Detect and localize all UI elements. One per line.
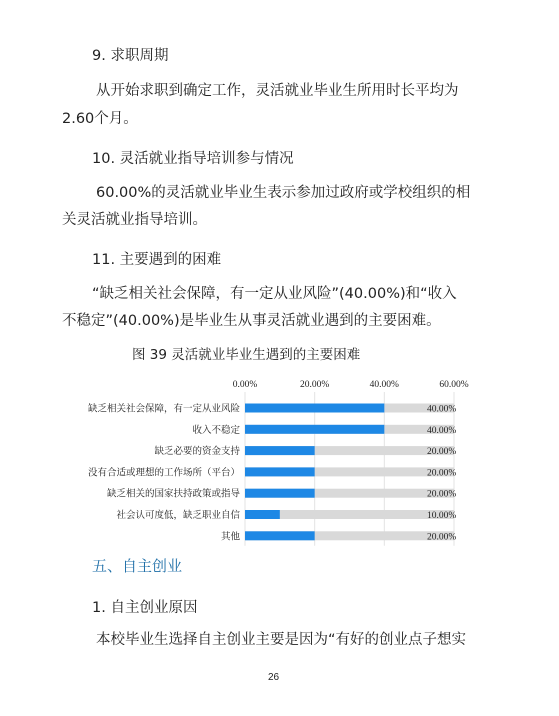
x-tick-label: 60.00% [439, 380, 469, 390]
heading-entrepreneurship-reasons: 1. 自主创业原因 [92, 600, 198, 616]
heading-job-search-period: 9. 求职周期 [92, 48, 169, 64]
category-label: 收入不稳定 [192, 425, 240, 436]
category-label: 缺乏相关社会保障，有一定从业风险 [87, 404, 240, 415]
bar [245, 489, 315, 498]
chart-x-ticks [233, 380, 469, 390]
bar [245, 404, 384, 413]
paragraph-difficulties-line1: “缺乏相关社会保障，有一定从业风险”(40.00%)和“收入 [92, 286, 457, 302]
chart-value-labels [427, 405, 456, 543]
figure-caption: 图 39 灵活就业毕业生遇到的主要困难 [132, 347, 361, 363]
bar [245, 531, 315, 540]
heading-main-difficulties: 11. 主要遇到的困难 [92, 252, 222, 268]
x-tick-label: 40.00% [369, 380, 399, 390]
category-label: 缺乏相关的国家扶持政策或指导 [106, 489, 240, 500]
paragraph-entrepreneurship-line1: 本校毕业生选择自主创业主要是因为“有好的创业点子想实 [96, 632, 467, 648]
paragraph-training-line2: 关灵活就业指导培训。 [62, 212, 207, 228]
value-label: 10.00% [427, 511, 457, 521]
category-label: 社会认可度低，缺乏职业自信 [116, 511, 240, 521]
paragraph-difficulties-line2: 不稳定”(40.00%)是毕业生从事灵活就业遇到的主要困难。 [62, 313, 441, 329]
chart-category-labels [88, 403, 241, 543]
page-number: 26 [268, 672, 280, 683]
paragraph-job-search-line1: 从开始求职到确定工作，灵活就业毕业生所用时长平均为 [96, 83, 459, 99]
difficulties-bar-chart [0, 370, 559, 550]
paragraph-training-line1: 60.00%的灵活就业毕业生表示参加过政府或学校组织的相 [96, 185, 471, 201]
heading-training-participation: 10. 灵活就业指导培训参与情况 [92, 151, 294, 167]
value-label: 40.00% [427, 404, 457, 415]
x-tick-label: 20.00% [300, 380, 330, 390]
bar [245, 510, 280, 519]
category-label: 缺乏必要的资金支持 [154, 447, 240, 458]
category-label: 没有合适或理想的工作场所（平台） [87, 468, 240, 479]
value-label: 40.00% [427, 425, 457, 436]
section-heading-self-employment: 五、自主创业 [92, 557, 183, 575]
bar [245, 467, 315, 476]
value-label: 20.00% [427, 468, 457, 479]
value-label: 20.00% [427, 489, 457, 500]
bar [245, 446, 315, 455]
paragraph-job-search-line2: 2.60个月。 [62, 111, 138, 127]
bar [245, 425, 384, 434]
value-label: 20.00% [427, 447, 457, 458]
x-tick-label: 0.00% [232, 380, 258, 390]
value-label: 20.00% [427, 532, 457, 543]
category-label: 其他 [220, 532, 240, 543]
